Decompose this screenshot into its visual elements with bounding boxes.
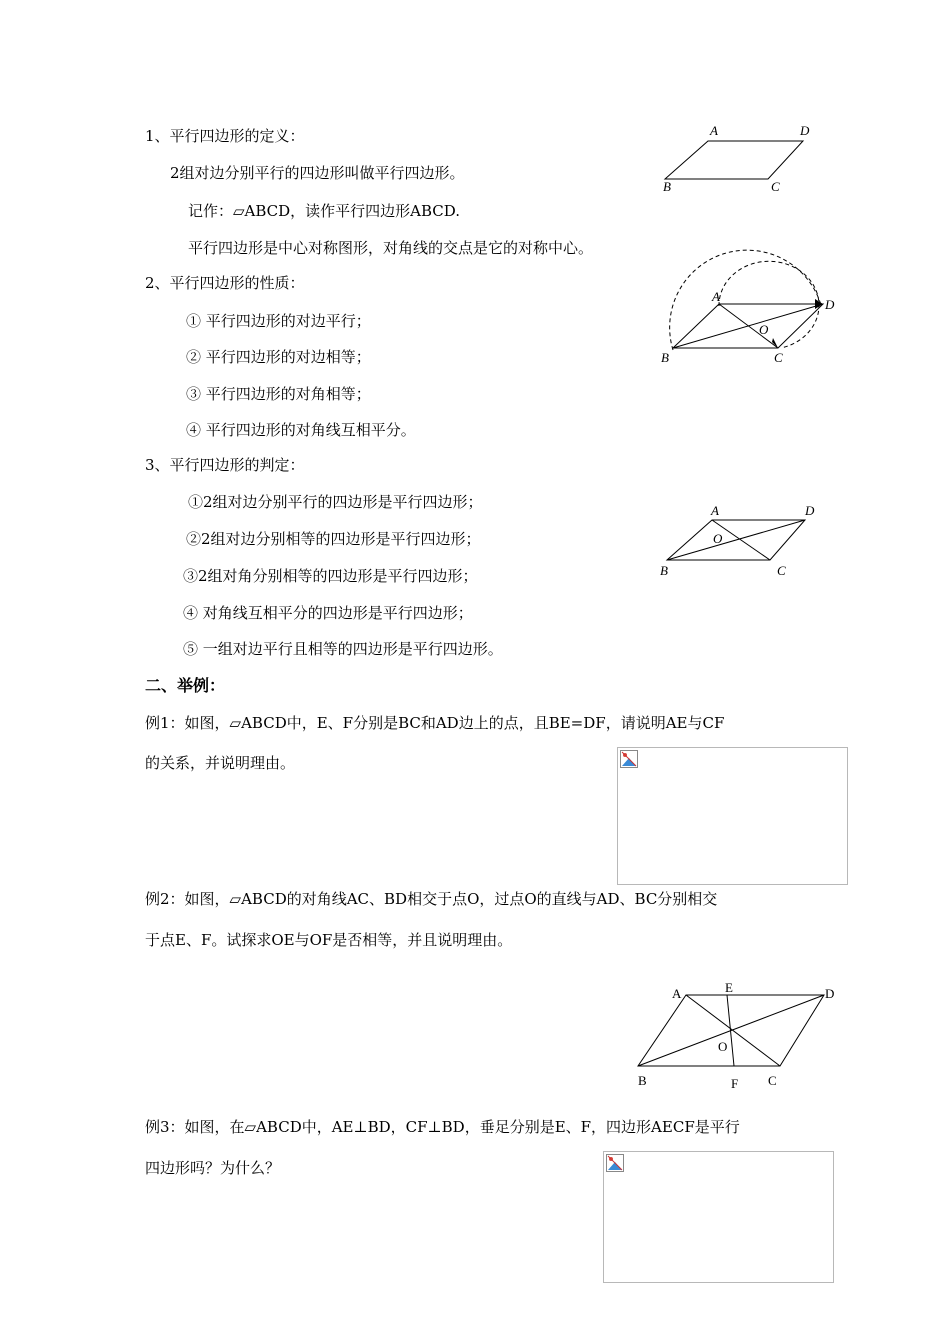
parallelogram-diagonals-figure [655,498,845,583]
label-d: D [825,986,835,1001]
criterion-item: ③2组对角分别相等的四边形是平行四边形； [183,567,478,585]
label-b: B [638,1073,647,1088]
example1-line2: 的关系，并说明理由。 [145,754,296,772]
broken-image-icon [620,750,638,768]
label-a: A [712,289,720,304]
label-o: O [718,1039,728,1054]
section2-heading: 2、平行四边形的性质： [145,274,305,292]
label-a: A [672,986,682,1001]
label-d: D [800,123,810,138]
example3-image-placeholder [603,1151,834,1283]
example2-figure [632,978,842,1098]
examples-heading: 二、举例： [145,676,226,695]
broken-image-icon [606,1154,624,1172]
notation-text: 记作：▱ABCD，读作平行四边形ABCD. [188,202,461,220]
example2-line1: 例2：如图，▱ABCD的对角线AC、BD相交于点O，过点O的直线与AD、BC分别相交 [145,890,718,908]
label-c: C [771,179,780,194]
parallelogram-figure [655,118,845,193]
definition-text: 2组对边分别平行的四边形叫做平行四边形。 [170,164,465,182]
label-a: A [710,123,718,138]
label-o: O [759,322,769,337]
criterion-item: ①2组对边分别平行的四边形是平行四边形； [188,493,483,511]
section1-heading: 1、平行四边形的定义： [145,127,305,145]
label-c: C [777,563,786,578]
example3-line2: 四边形吗？为什么？ [145,1159,281,1177]
label-d: D [805,503,815,518]
symmetry-text: 平行四边形是中心对称图形，对角线的交点是它的对称中心。 [188,239,594,257]
label-d: D [825,297,835,312]
criterion-item: ⑤ 一组对边平行且相等的四边形是平行四边形。 [183,640,503,658]
central-symmetry-figure [655,248,845,368]
example3-line1: 例3：如图，在▱ABCD中，AE⊥BD，CF⊥BD，垂足分别是E、F，四边形AECF是平行 [145,1118,740,1136]
label-b: B [663,179,671,194]
property-item: ① 平行四边形的对边平行； [186,312,371,330]
label-c: C [774,350,783,365]
example2-line2: 于点E、F。试探求OE与OF是否相等，并且说明理由。 [145,931,513,949]
example1-line1: 例1：如图，▱ABCD中，E、F分别是BC和AD边上的点，且BE=DF，请说明AE与CF [145,714,725,732]
label-e: E [725,980,733,995]
label-f: F [731,1076,739,1091]
label-b: B [661,350,669,365]
label-c: C [768,1073,777,1088]
property-item: ④ 平行四边形的对角线互相平分。 [186,421,416,439]
section3-heading: 3、平行四边形的判定： [145,456,305,474]
criterion-item: ④ 对角线互相平分的四边形是平行四边形； [183,604,473,622]
label-b: B [660,563,668,578]
label-o: O [713,531,723,546]
property-item: ② 平行四边形的对边相等； [186,348,371,366]
label-a: A [711,503,719,518]
example1-image-placeholder [617,747,848,885]
property-item: ③ 平行四边形的对角相等； [186,385,371,403]
criterion-item: ②2组对边分别相等的四边形是平行四边形； [186,530,481,548]
